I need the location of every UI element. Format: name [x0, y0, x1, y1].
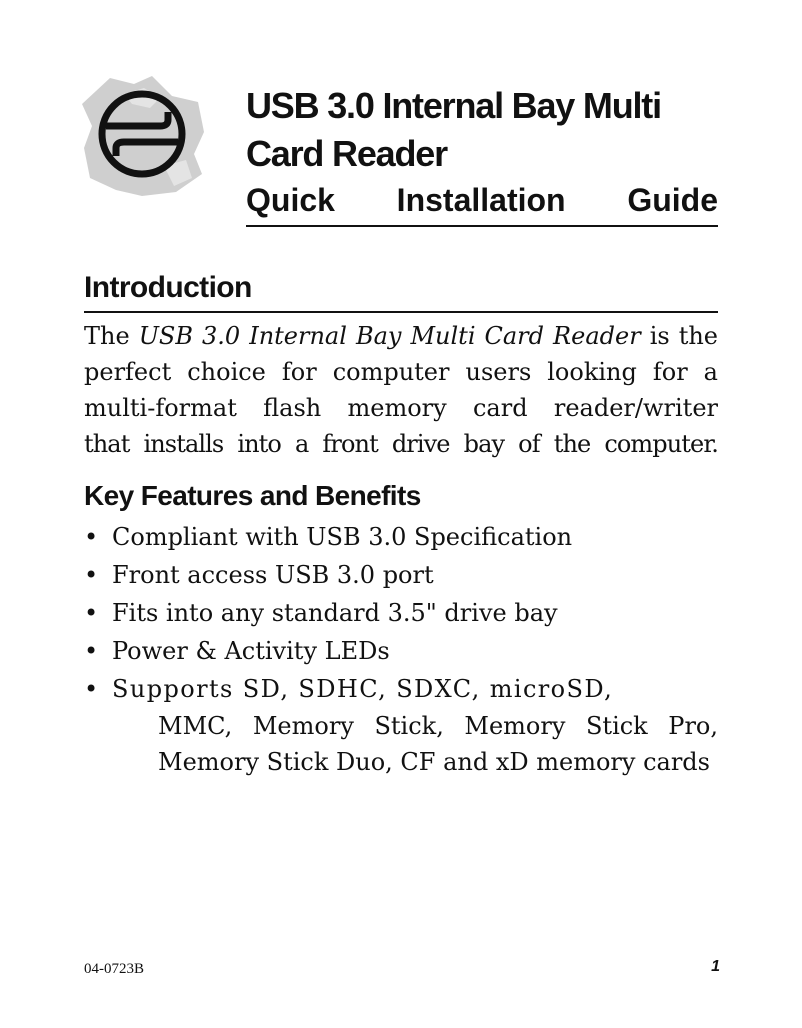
bullet-icon: •: [84, 675, 99, 703]
features-list: [84, 518, 724, 780]
features-heading: Key Features and Benefits: [84, 480, 421, 511]
bullet-icon: •: [84, 561, 99, 589]
page-number: 1: [711, 958, 720, 975]
introduction-heading: Introduction: [84, 271, 252, 304]
paragraph-line: multi-format flash memory card reader/writer: [84, 394, 718, 422]
paragraph-line: perfect choice for computer users looking for a: [84, 358, 718, 386]
product-title-line-2: Card Reader: [246, 133, 447, 174]
product-title-line-1: USB 3.0 Internal Bay Multi: [246, 85, 661, 126]
introduction-paragraph: [84, 318, 718, 462]
bullet-icon: •: [84, 599, 99, 627]
document-code: 04-0723B: [84, 961, 144, 977]
bullet-icon: •: [84, 523, 99, 551]
paragraph-line: that installs into a front drive bay of the computer.: [84, 430, 718, 458]
bullet-icon: •: [84, 637, 99, 665]
feature-item: • Compliant with USB 3.0 Specification: [84, 518, 724, 556]
feature-item: • Fits into any standard 3.5" drive bay: [84, 594, 724, 632]
feature-item-supports: [84, 670, 724, 780]
title-block: [246, 82, 718, 227]
introduction-divider: [84, 311, 718, 313]
supports-continuation: MMC, Memory Stick, Memory Stick Pro, Memory Stick Duo, CF and xD memory cards: [158, 712, 718, 776]
siig-logo-icon: [80, 74, 210, 198]
guide-subtitle: [246, 180, 718, 220]
subtitle-word: Installation: [396, 182, 566, 218]
feature-item: • Front access USB 3.0 port: [84, 556, 724, 594]
paragraph-line: The USB 3.0 Internal Bay Multi Card Reader is the: [84, 322, 719, 350]
supports-first-line: Supports SD, SDHC, SDXC, microSD,: [112, 675, 614, 703]
title-divider: [246, 225, 718, 227]
subtitle-word: Guide: [627, 182, 718, 218]
product-name-italic: USB 3.0 Internal Bay Multi Card Reader: [138, 322, 641, 350]
subtitle-word: Quick: [246, 182, 335, 218]
feature-item: • Power & Activity LEDs: [84, 632, 724, 670]
